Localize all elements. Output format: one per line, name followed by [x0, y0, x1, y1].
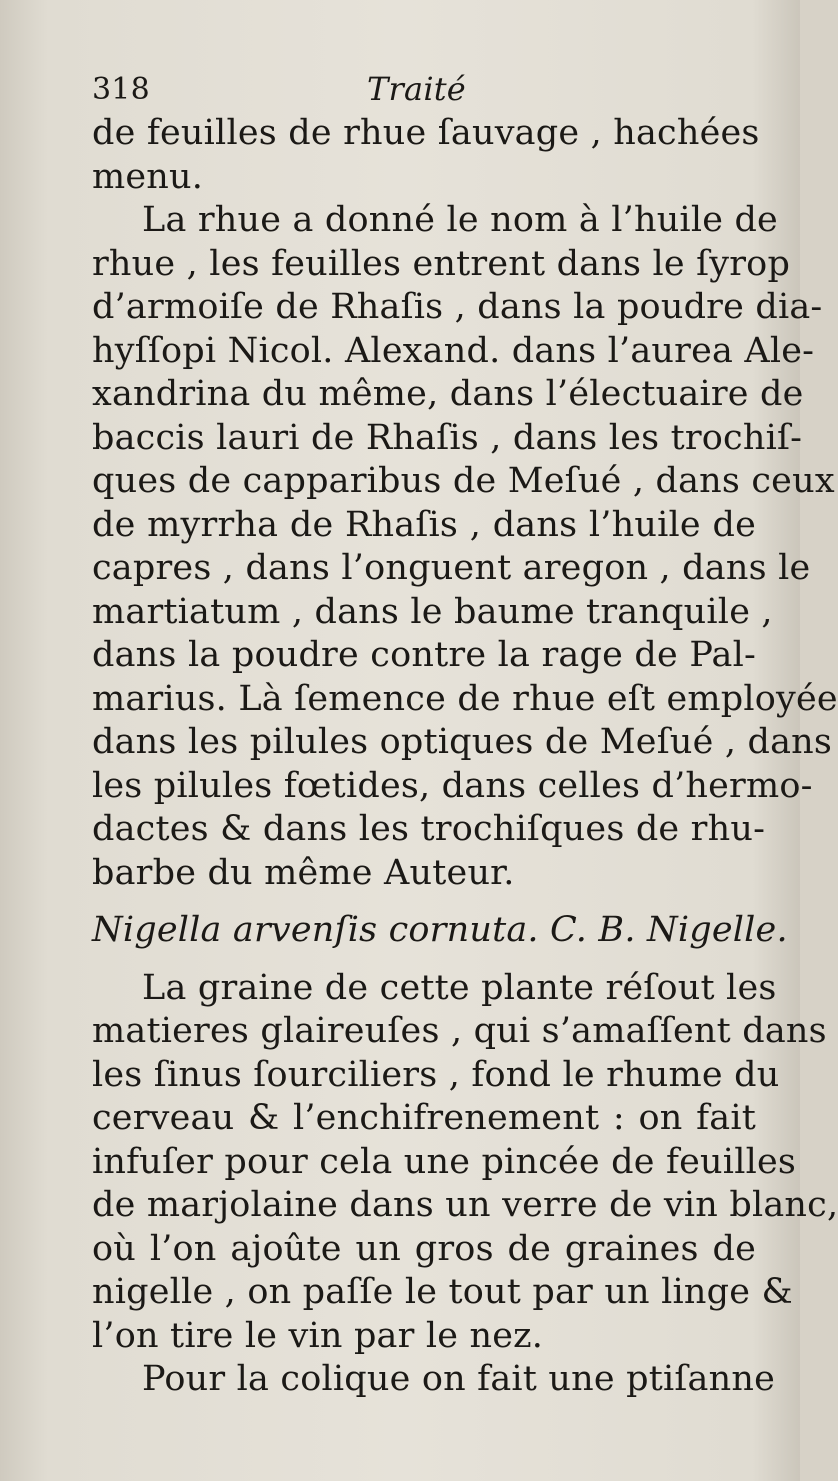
text-line: d’armoiſe de Rhaſis , dans la poudre dia- — [92, 287, 823, 327]
text-line: l’on tire le vin par le nez. — [92, 1315, 544, 1356]
text-line: cerveau & l’enchifrenement : on fait — [92, 1098, 756, 1138]
text-line: xandrina du même, dans l’électuaire de — [92, 374, 804, 414]
text-line: matieres glaireuſes , qui s’amaſſent dans — [92, 1011, 827, 1051]
text-line: baccis lauri de Rhaſis , dans les trochiſ- — [92, 417, 803, 458]
paragraph-continuation — [92, 112, 760, 199]
page-text — [92, 68, 838, 1402]
text-line: dactes & dans les trochiſques de rhu- — [92, 809, 766, 849]
text-line: martiatum , dans le baume tranquile , — [92, 591, 773, 632]
running-head: Traité — [367, 70, 466, 108]
text-line: La graine de cette plante réſout les — [142, 967, 777, 1008]
text-line: barbe du même Auteur. — [92, 852, 515, 893]
text-line: rhue , les feuilles entrent dans le ſyrop — [92, 243, 791, 284]
text-line: menu. — [92, 156, 204, 197]
text-line: de marjolaine dans un verre de vin blanc, — [92, 1185, 838, 1225]
text-line: nigelle , on paſſe le tout par un linge & — [92, 1272, 793, 1312]
text-line: les ſinus ſourciliers , fond le rhume du — [92, 1054, 780, 1095]
entry-heading — [92, 909, 788, 953]
text-line: Pour la colique on fait une ptiſanne — [142, 1359, 775, 1399]
page-header — [92, 68, 756, 112]
text-line: hyſſopi Nicol. Alexand. dans l’aurea Ale- — [92, 330, 815, 371]
text-line: marius. Là ſemence de rhue eſt employée — [92, 678, 838, 719]
text-line: infuſer pour cela une pincée de feuilles — [92, 1141, 797, 1182]
text-line: les pilules fœtides, dans celles d’hermo- — [92, 765, 813, 806]
text-line: dans les pilules optiques de Meſué , dans — [92, 722, 833, 762]
page-number: 318 — [92, 72, 150, 107]
paragraph-colique — [92, 1358, 775, 1402]
entry-title: Nigella arvenſis cornuta. C. B. Nigelle. — [92, 910, 788, 950]
text-line: de feuilles de rhue ſauvage , hachées — [92, 113, 760, 153]
section-gap — [92, 895, 756, 909]
paragraph-nigelle — [92, 967, 838, 1359]
text-line: dans la poudre contre la rage de Pal- — [92, 635, 756, 675]
text-line: La rhue a donné le nom à l’huile de — [142, 200, 778, 240]
section-gap — [92, 953, 756, 967]
paragraph-rhue — [92, 199, 838, 895]
text-line: de myrrha de Rhaſis , dans l’huile de — [92, 504, 756, 545]
text-line: ques de capparibus de Meſué , dans ceux — [92, 461, 835, 501]
text-line: capres , dans l’onguent aregon , dans le — [92, 548, 811, 588]
text-line: où l’on ajoûte un gros de graines de — [92, 1228, 756, 1269]
